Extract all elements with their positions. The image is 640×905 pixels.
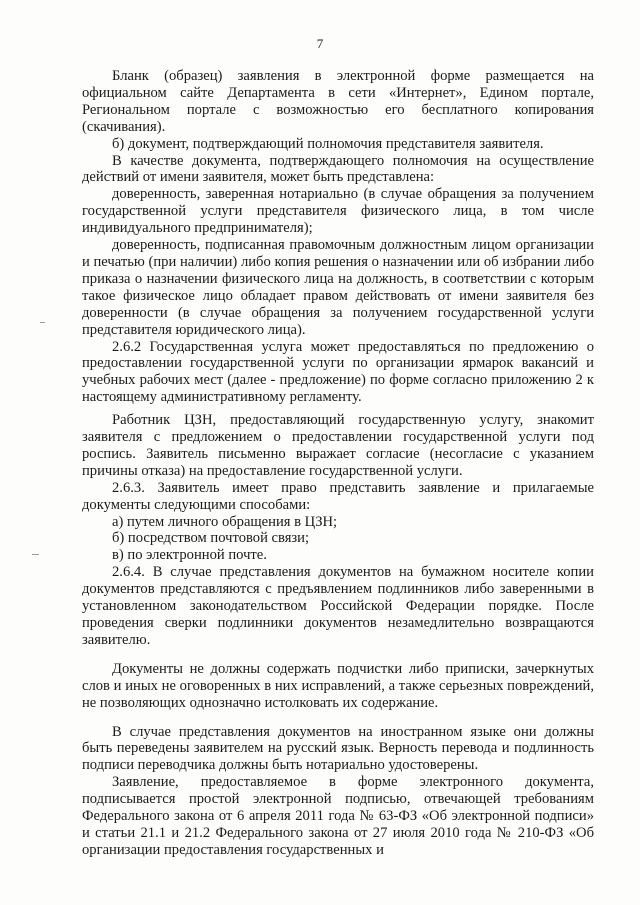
margin-mark — [40, 322, 45, 323]
paragraph-2-6-4: 2.6.4. В случае представления документов на бумажном носителе копии документов представляются с предъявлением подлинников либо заверенными в установленном законодательством Российской Федерации порядке. После проведения сверки подлинники документов незамедлительно возвращаются заявителю. — [82, 564, 594, 648]
list-item-c: в) по электронной почте. — [112, 547, 267, 564]
paragraph-foreign-language: В случае представления документов на иностранном языке они должны быть переведены заявителем на русский язык. Верность перевода и подлинность подписи переводчика должны быть нотариально удостоверены. — [82, 723, 594, 774]
list-item-b: б) посредством почтовой связи; — [112, 530, 310, 547]
paragraph-notarized-power: доверенность, заверенная нотариально (в случае обращения за получением государственной услуги представителя физического лица, в том числе индивидуального предпринимателя); — [82, 186, 594, 237]
paragraph-signed-power: доверенность, подписанная правомочным должностным лицом организации и печатью (при наличии) либо копия решения о назначении или об избрании либо приказа о назначении физического лица на должность, в соответствии с которым такое физическое лицо обладает правом действовать от имени заявителя без доверенности (в случае обращения за получением государственной услуги представителя юридического лица). — [82, 237, 594, 338]
margin-mark — [32, 554, 39, 555]
paragraph-authority-documents: В качестве документа, подтверждающего полномочия на осуществление действий от имени заявителя, может быть представлена: — [82, 152, 594, 186]
paragraph-no-corrections: Документы не должны содержать подчистки либо приписки, зачеркнутых слов и иных не оговоренных в них исправлений, а также серьезных повреждений, не позволяющих однозначно истолковать их содержание. — [82, 660, 594, 711]
list-item-a: а) путем личного обращения в ЦЗН; — [112, 513, 338, 530]
paragraph-electronic-signature: Заявление, предоставляемое в форме электронного документа, подписывается простой электронной подписью, отвечающей требованиям Федерального закона от 6 апреля 2011 года № 63-ФЗ «Об электронной подписи» и статьи 21.1 и 21.2 Федерального закона от 27 июля 2010 года № 210-ФЗ «Об организации предоставления государственных и — [82, 774, 594, 858]
paragraph-form-template: Бланк (образец) заявления в электронной форме размещается на официальном сайте Департамента в сети «Интернет», Едином портале, Региональном портале с возможностью его бесплатного копирования (скачивания). — [82, 68, 594, 135]
paragraph-czn-worker: Работник ЦЗН, предоставляющий государственную услугу, знакомит заявителя с предложением о предоставлении государственной услуги под роспись. Заявитель письменно выражает согласие (несогласие с указанием причины отказа) на предоставление государственной услуги. — [82, 412, 594, 479]
page-number: 7 — [316, 36, 324, 51]
paragraph-2-6-2: 2.6.2 Государственная услуга может предоставляться по предложению о предоставлении государственной услуги по организации ярмарок вакансий и учебных рабочих мест (далее - предложение) по форме согласно приложению 2 к настоящему административному регламенту. — [82, 338, 594, 406]
document-body — [82, 68, 594, 859]
paragraph-2-6-3: 2.6.3. Заявитель имеет право представить заявление и прилагаемые документы следующими способами: — [82, 479, 594, 513]
paragraph-item-b-document: б) документ, подтверждающий полномочия представителя заявителя. — [112, 135, 544, 152]
